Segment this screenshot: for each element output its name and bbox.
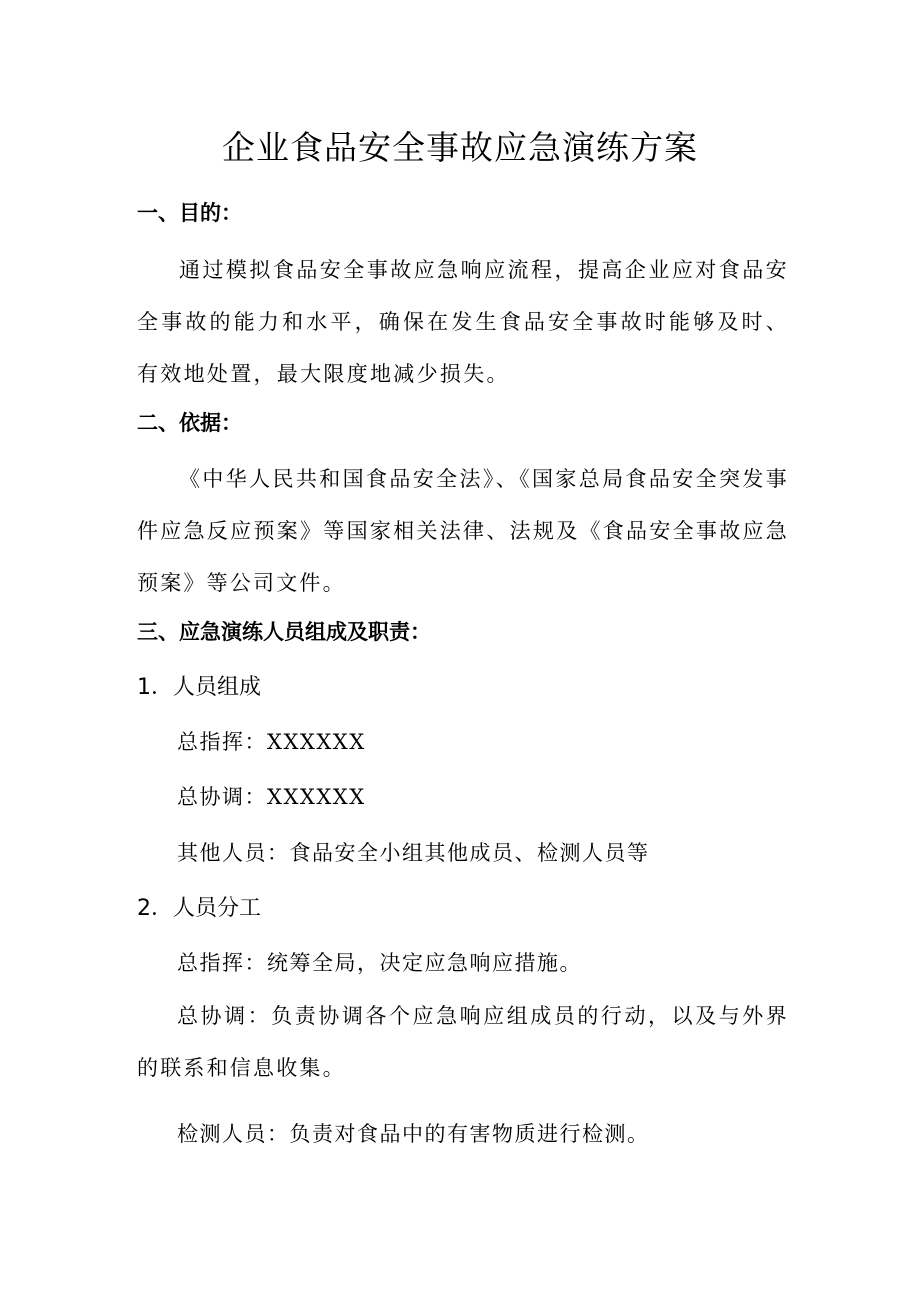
composition-commander: 总指挥：XXXXXX — [177, 730, 366, 754]
division-commander: 总指挥：统筹全局，决定应急响应措施。 — [177, 951, 582, 975]
section-heading-personnel: 三、应急演练人员组成及职责： — [137, 620, 431, 644]
division-inspectors: 检测人员：负责对食品中的有害物质进行检测。 — [177, 1122, 650, 1146]
composition-coordinator: 总协调：XXXXXX — [177, 785, 366, 809]
section-body-purpose: 通过模拟食品安全事故应急响应流程，提高企业应对食品安全事故的能力和水平，确保在发生食品安全事故时能够及时、有效地处置，最大限度地减少损失。 — [137, 258, 789, 386]
section-heading-purpose: 一、目的： — [137, 201, 242, 225]
subheading-division: 2．人员分工 — [137, 896, 261, 921]
composition-others: 其他人员：食品安全小组其他成员、检测人员等 — [177, 841, 650, 865]
section-heading-basis: 二、依据： — [137, 411, 242, 435]
section-body-basis: 《中华人民共和国食品安全法》、《国家总局食品安全突发事件应急反应预案》等国家相关法律、法规及《食品安全事故应急预案》等公司文件。 — [137, 467, 789, 595]
subheading-composition: 1．人员组成 — [137, 675, 261, 700]
division-coordinator: 总协调：负责协调各个应急响应组成员的行动，以及与外界的联系和信息收集。 — [137, 1004, 789, 1080]
document-title: 企业食品安全事故应急演练方案 — [222, 128, 698, 167]
